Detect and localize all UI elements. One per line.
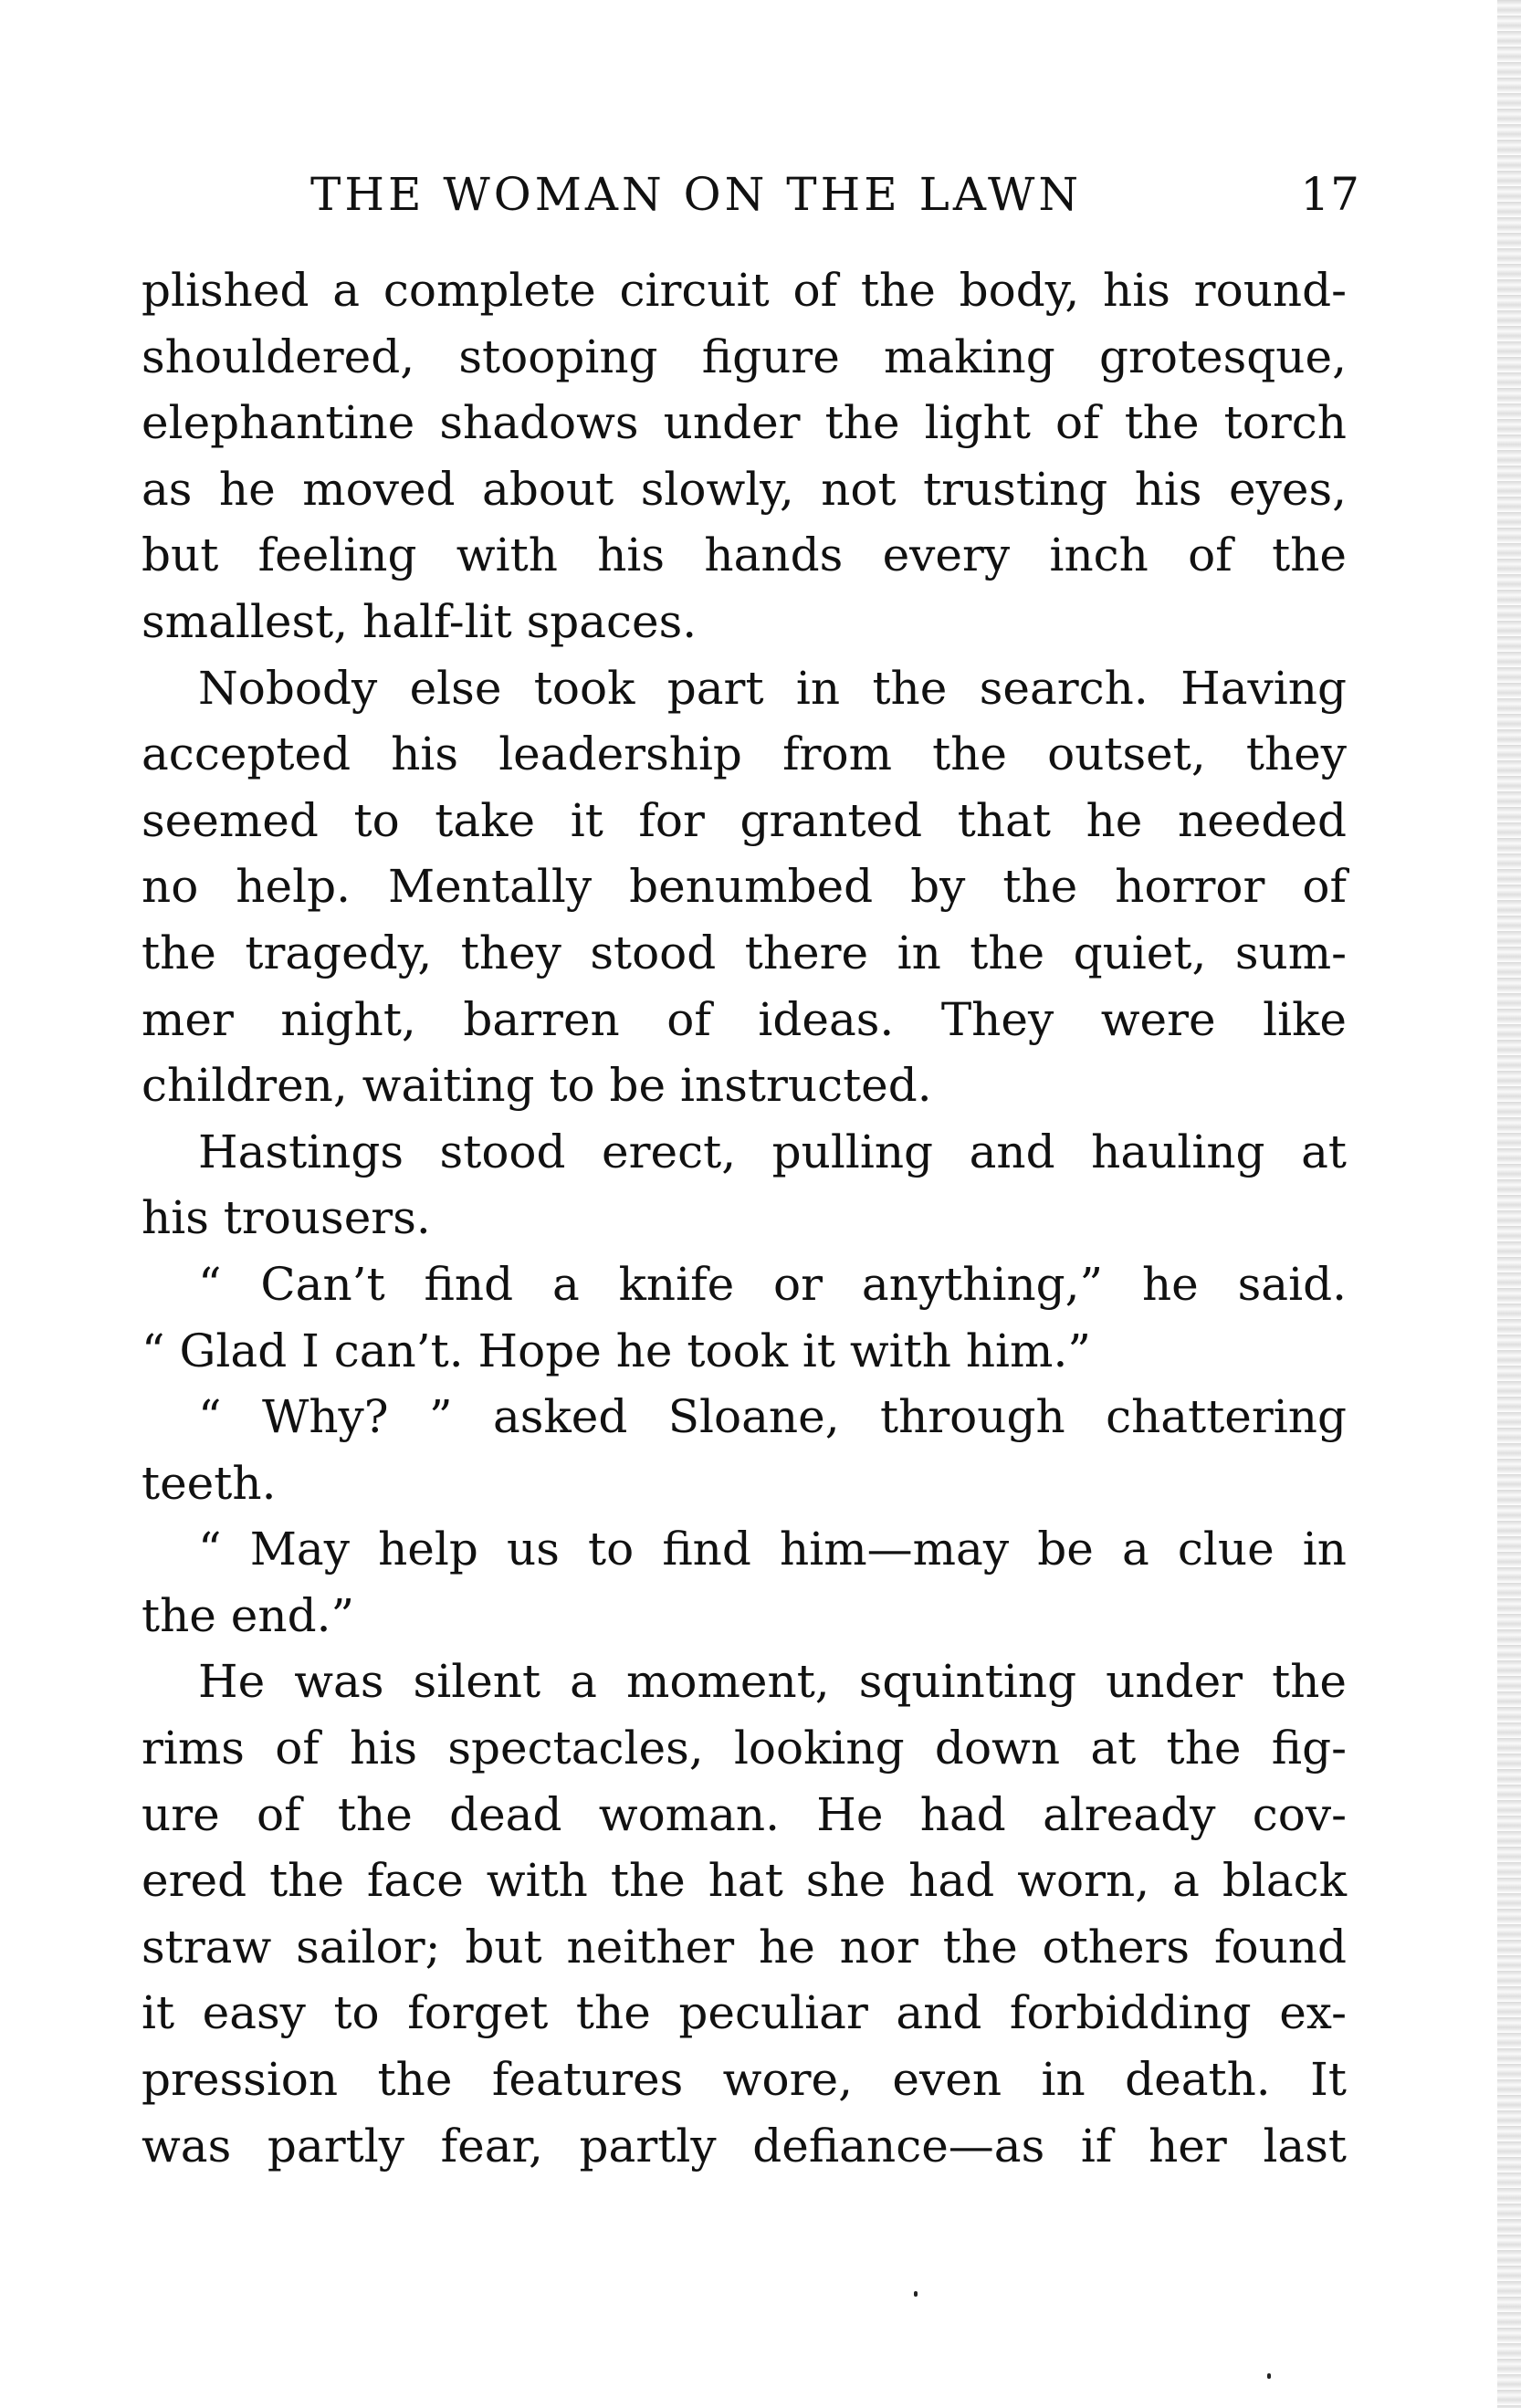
text-line: “ Can’t find a knife or anything,” he said.	[198, 1257, 1347, 1311]
paragraph	[142, 1649, 1347, 2179]
paragraph	[142, 1251, 1347, 1384]
text-line: ure of the dead woman. He had already cov-	[142, 1787, 1347, 1841]
text-line: the end.”	[142, 1588, 355, 1642]
text-line: no help. Mentally benumbed by the horror of	[142, 860, 1347, 914]
paragraph	[142, 1384, 1347, 1516]
text-line: “ May help us to find him—may be a clue in	[198, 1523, 1347, 1576]
paragraph	[142, 655, 1347, 1119]
page-number: 17	[1300, 168, 1360, 221]
text-line: the tragedy, they stood there in the quiet, sum-	[142, 926, 1347, 979]
text-line: elephantine shadows under the light of the torch	[142, 396, 1347, 450]
ink-speck	[1267, 2373, 1271, 2379]
text-line: it easy to forget the peculiar and forbidding ex-	[142, 1986, 1347, 2040]
text-line: seemed to take it for granted that he needed	[142, 793, 1347, 847]
text-line: accepted his leadership from the outset, they	[142, 728, 1347, 781]
text-line: plished a complete circuit of the body, his round-	[142, 264, 1347, 317]
body-text	[142, 257, 1347, 2179]
paragraph	[142, 1119, 1347, 1251]
text-line: was partly fear, partly defiance—as if her last	[142, 2119, 1347, 2172]
text-line: He was silent a moment, squinting under the	[198, 1655, 1347, 1709]
running-title: THE WOMAN ON THE LAWN	[310, 168, 1083, 221]
text-line: his trousers.	[142, 1191, 431, 1245]
text-line: but feeling with his hands every inch of the	[142, 529, 1347, 582]
text-line: rims of his spectacles, looking down at the fig-	[142, 1722, 1347, 1775]
paragraph	[142, 1516, 1347, 1649]
text-line: shouldered, stooping figure making grotesque,	[142, 330, 1347, 383]
text-line: Hastings stood erect, pulling and hauling at	[198, 1125, 1347, 1178]
text-line: “ Glad I can’t. Hope he took it with him.”	[142, 1324, 1091, 1377]
text-line: “ Why? ” asked Sloane, through chattering	[198, 1390, 1347, 1444]
page-header	[310, 162, 1360, 226]
text-line: ered the face with the hat she had worn, a black	[142, 1854, 1347, 1908]
ink-speck	[914, 2291, 918, 2297]
paragraph	[142, 257, 1347, 655]
text-line: pression the features wore, even in death. It	[142, 2053, 1347, 2107]
text-line: straw sailor; but neither he nor the others found	[142, 1920, 1347, 1974]
text-line: children, waiting to be instructed.	[142, 1059, 932, 1113]
text-line: mer night, barren of ideas. They were like	[142, 992, 1347, 1046]
page-edge-shadow	[1497, 0, 1521, 2408]
text-line: smallest, half-lit spaces.	[142, 594, 698, 648]
text-line: Nobody else took part in the search. Having	[198, 661, 1347, 715]
text-line: teeth.	[142, 1456, 277, 1510]
text-line: as he moved about slowly, not trusting his eyes,	[142, 462, 1347, 516]
